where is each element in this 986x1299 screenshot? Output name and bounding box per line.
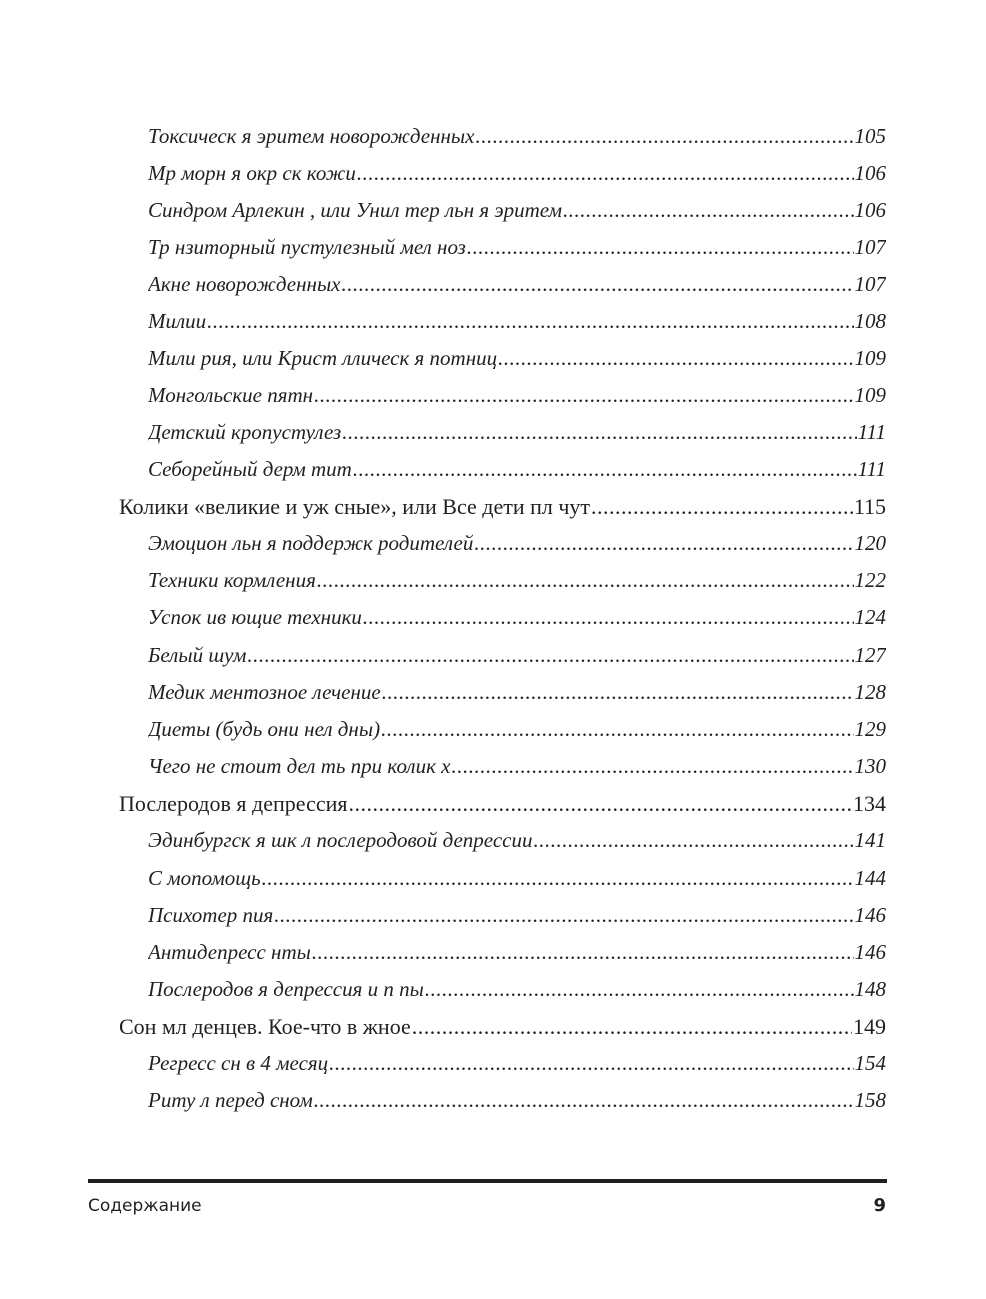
toc-entry [148, 124, 886, 158]
dot-leader [312, 940, 854, 965]
toc-entry [148, 161, 886, 195]
toc-entry-page: 127 [854, 643, 886, 667]
toc-entry [148, 198, 886, 232]
dot-leader [425, 977, 854, 1002]
toc-entry-title: Токсическ я эритем новорожденных [148, 124, 475, 148]
toc-entry-title: Антидепресс нты [148, 940, 311, 964]
toc-entry-page: 158 [854, 1088, 886, 1112]
toc-entry [148, 828, 886, 862]
toc-entry-title: Риту л перед сном [148, 1088, 313, 1112]
toc-entry [148, 383, 886, 417]
toc-chapter-title: Колики «великие и уж сные», или Все дети пл чут [119, 494, 591, 519]
toc-entry-title: Синдром Арлекин , или Унил тер льн я эритем [148, 198, 563, 222]
toc-entry [148, 605, 886, 639]
toc-entry-page: 109 [854, 383, 886, 407]
dot-leader [329, 1051, 853, 1076]
dot-leader [353, 457, 857, 482]
toc-chapter [119, 1014, 886, 1048]
toc-entry-page: 106 [854, 161, 886, 185]
toc-entry-page: 144 [854, 866, 886, 890]
dot-leader [314, 383, 853, 408]
dot-leader [498, 346, 853, 371]
toc-entry-page: 128 [854, 680, 886, 704]
toc-entry-title: Успок ив ющие техники [148, 605, 362, 629]
toc-entry-page: 146 [854, 940, 886, 964]
page-number: 9 [873, 1195, 886, 1216]
dot-leader [475, 124, 853, 149]
toc-entry-page: 120 [854, 531, 886, 555]
toc-entry [148, 680, 886, 714]
toc-entry [148, 866, 886, 900]
dot-leader [363, 605, 854, 630]
toc-entry-page: 105 [854, 124, 886, 148]
toc-entry [148, 420, 886, 454]
toc-entry-title: Тр нзиторный пустулезный мел ноз [148, 235, 466, 259]
toc-chapter-page: 149 [853, 1014, 886, 1039]
toc-entry-title: Регресс сн в 4 месяц [148, 1051, 329, 1075]
toc-entry-title: Диеты (будь они нел дны) [148, 717, 381, 741]
toc-entry-page: 124 [854, 605, 886, 629]
toc-entry [148, 717, 886, 751]
toc-entry [148, 457, 886, 491]
toc-entry-page: 122 [854, 568, 886, 592]
dot-leader [342, 420, 856, 445]
dot-leader [381, 717, 853, 742]
dot-leader [342, 272, 854, 297]
toc-chapter [119, 494, 886, 528]
toc-entry [148, 1051, 886, 1085]
dot-leader [274, 903, 853, 928]
toc-entry-page: 111 [857, 420, 886, 444]
dot-leader [262, 866, 854, 891]
toc-entry-title: Монгольские пятн [148, 383, 314, 407]
running-footer-title: Содержание [88, 1196, 202, 1216]
toc-entry-title: С мопомощь [148, 866, 261, 890]
dot-leader [474, 531, 853, 556]
dot-leader [412, 1014, 852, 1040]
toc-entry [148, 568, 886, 602]
dot-leader [317, 568, 854, 593]
toc-entry-page: 129 [854, 717, 886, 741]
toc-entry-page: 107 [854, 272, 886, 296]
toc-entry-title: Техники кормления [148, 568, 316, 592]
toc-entry-title: Мили рия, или Крист ллическ я потниц [148, 346, 498, 370]
toc-entry [148, 272, 886, 306]
toc-entry [148, 346, 886, 380]
toc-entry-page: 107 [854, 235, 886, 259]
dot-leader [534, 828, 854, 853]
dot-leader [591, 494, 853, 520]
toc-entry [148, 977, 886, 1011]
footer-rule [88, 1179, 887, 1183]
toc-chapter-title: Сон мл денцев. Кое-что в жное [119, 1014, 411, 1039]
toc-entry [148, 309, 886, 343]
toc-entry-title: Медик ментозное лечение [148, 680, 381, 704]
dot-leader [207, 309, 853, 334]
toc-chapter-page: 115 [853, 494, 886, 519]
toc-entry [148, 903, 886, 937]
dot-leader [348, 791, 852, 817]
toc-entry-title: Акне новорожденных [148, 272, 341, 296]
toc-entry-title: Белый шум [148, 643, 247, 667]
dot-leader [247, 643, 853, 668]
toc-entry-page: 106 [854, 198, 886, 222]
toc-entry [148, 643, 886, 677]
toc-entry-page: 146 [854, 903, 886, 927]
toc-entry [148, 754, 886, 788]
toc-chapter-title: Послеродов я депрессия [119, 791, 348, 816]
toc-entry-page: 141 [854, 828, 886, 852]
toc-entry-title: Психотер пия [148, 903, 274, 927]
toc-entry-title: Эмоцион льн я поддержк родителей [148, 531, 474, 555]
dot-leader [467, 235, 854, 260]
dot-leader [563, 198, 853, 223]
toc-entry [148, 1088, 886, 1122]
dot-leader [314, 1088, 854, 1113]
toc-entry-title: Мр морн я окр ск кожи [148, 161, 356, 185]
toc-entry-title: Себорейный дерм тит [148, 457, 352, 481]
toc-entry-title: Чего не стоит дел ть при колик х [148, 754, 451, 778]
dot-leader [451, 754, 853, 779]
toc-entry-title: Детский кропустулез [148, 420, 342, 444]
toc-entry [148, 531, 886, 565]
dot-leader [357, 161, 854, 186]
toc-entry-page: 109 [854, 346, 886, 370]
dot-leader [382, 680, 854, 705]
toc-entry [148, 940, 886, 974]
toc-entry [148, 235, 886, 269]
toc-entry-page: 148 [854, 977, 886, 1001]
toc-chapter [119, 791, 886, 825]
toc-entry-page: 154 [854, 1051, 886, 1075]
toc-entry-title: Послеродов я депрессия и п пы [148, 977, 424, 1001]
toc-entry-title: Эдинбургск я шк л послеродовой депрессии [148, 828, 533, 852]
toc-entry-page: 130 [854, 754, 886, 778]
toc-chapter-page: 134 [853, 791, 886, 816]
toc-entry-page: 108 [854, 309, 886, 333]
toc-entry-title: Милии [148, 309, 207, 333]
toc-entry-page: 111 [857, 457, 886, 481]
